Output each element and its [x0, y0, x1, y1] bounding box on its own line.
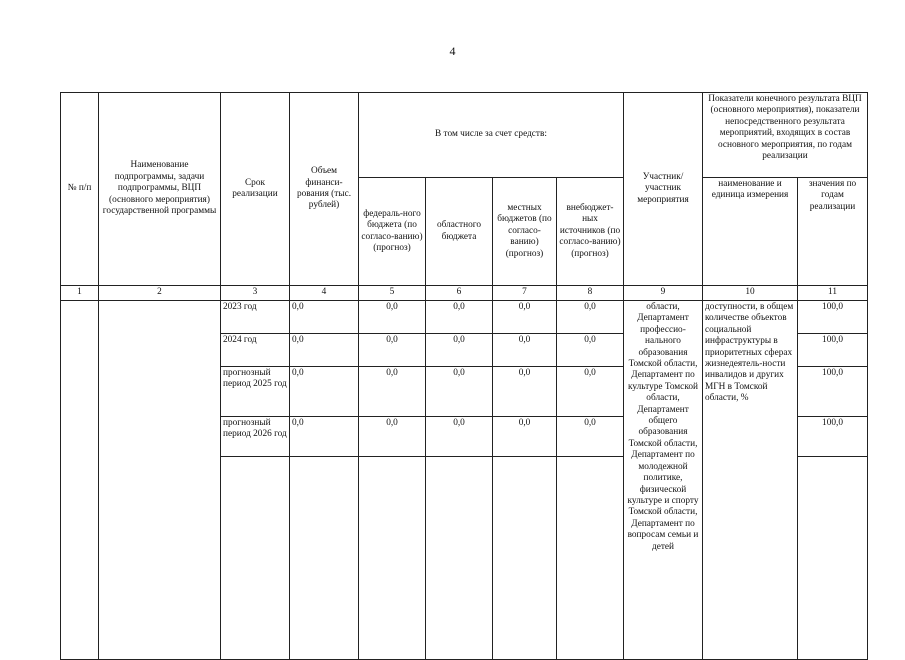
cell-indicator-value: 100,0 — [798, 334, 868, 367]
header-total-financing: Объем финанси-рования (тыс. рублей) — [290, 93, 359, 286]
cell-period: 2024 год — [221, 334, 290, 367]
cell-local: 0,0 — [493, 334, 557, 367]
header-regional: областного бюджета — [426, 178, 493, 286]
cell-federal: 0,0 — [359, 417, 426, 457]
cell-indicator-value: 100,0 — [798, 301, 868, 334]
column-number: 5 — [359, 286, 426, 301]
header-participant: Участник/ участник мероприятия — [624, 93, 703, 286]
cell-federal: 0,0 — [359, 301, 426, 334]
cell-total — [290, 457, 359, 660]
header-federal: федераль-ного бюджета (по согласо-ванию) (прогноз) — [359, 178, 426, 286]
cell-local — [493, 457, 557, 660]
cell-regional: 0,0 — [426, 334, 493, 367]
cell-period: прогнозный период 2025 год — [221, 367, 290, 417]
column-number: 9 — [624, 286, 703, 301]
cell-participants: области, Департамент профессио-нального образования Томской области, Департамент по культуре Томской области, Департамент общего образования Томской области, Департамент по молодежной политике, физической культуре и спорту Томской области, Департамент по вопросам семьи и детей — [624, 301, 703, 660]
cell-extrabudget: 0,0 — [557, 334, 624, 367]
page-number: 4 — [449, 44, 456, 58]
cell-local: 0,0 — [493, 417, 557, 457]
cell-indicator-name: доступности, в общем количестве объектов социальной инфраструктуры в приоритетных сферах жизнедеятель-ности инвалидов и других МГН в Томской области, % — [703, 301, 798, 660]
cell-total: 0,0 — [290, 417, 359, 457]
header-local: местных бюджетов (по согласо-ванию) (прогноз) — [493, 178, 557, 286]
header-extrabudget: внебюджет-ных источников (по согласо-ванию) (прогноз) — [557, 178, 624, 286]
financing-table — [60, 92, 868, 660]
cell-extrabudget: 0,0 — [557, 367, 624, 417]
table-row — [61, 301, 868, 334]
cell-name — [99, 301, 221, 660]
column-number: 3 — [221, 286, 290, 301]
header-indicators-group: Показатели конечного результата ВЦП (основного мероприятия), показатели непосредственного результата мероприятий, входящих в состав основного мероприятия, по годам реализации — [703, 93, 868, 178]
cell-regional: 0,0 — [426, 367, 493, 417]
cell-number — [61, 301, 99, 660]
cell-federal — [359, 457, 426, 660]
cell-period: 2023 год — [221, 301, 290, 334]
column-number: 4 — [290, 286, 359, 301]
header-name: Наименование подпрограммы, задачи подпрограммы, ВЦП (основного мероприятия) государственной программы — [99, 93, 221, 286]
cell-indicator-value: 100,0 — [798, 367, 868, 417]
cell-regional: 0,0 — [426, 417, 493, 457]
cell-period — [221, 457, 290, 660]
column-number: 10 — [703, 286, 798, 301]
column-number: 6 — [426, 286, 493, 301]
cell-federal: 0,0 — [359, 367, 426, 417]
cell-extrabudget — [557, 457, 624, 660]
header-period: Срок реализации — [221, 93, 290, 286]
header-number: № п/п — [61, 93, 99, 286]
cell-indicator-value — [798, 457, 868, 660]
cell-regional — [426, 457, 493, 660]
cell-extrabudget: 0,0 — [557, 301, 624, 334]
cell-period: прогнозный период 2026 год — [221, 417, 290, 457]
column-number: 1 — [61, 286, 99, 301]
cell-extrabudget: 0,0 — [557, 417, 624, 457]
column-number: 7 — [493, 286, 557, 301]
column-number: 11 — [798, 286, 868, 301]
cell-federal: 0,0 — [359, 334, 426, 367]
cell-local: 0,0 — [493, 301, 557, 334]
header-sources-group: В том числе за счет средств: — [359, 93, 624, 178]
cell-regional: 0,0 — [426, 301, 493, 334]
cell-total: 0,0 — [290, 334, 359, 367]
cell-total: 0,0 — [290, 301, 359, 334]
cell-local: 0,0 — [493, 367, 557, 417]
column-number: 8 — [557, 286, 624, 301]
cell-total: 0,0 — [290, 367, 359, 417]
header-indicator-name: наименование и единица измерения — [703, 178, 798, 286]
column-number: 2 — [99, 286, 221, 301]
header-indicator-values: значения по годам реализации — [798, 178, 868, 286]
cell-indicator-value: 100,0 — [798, 417, 868, 457]
